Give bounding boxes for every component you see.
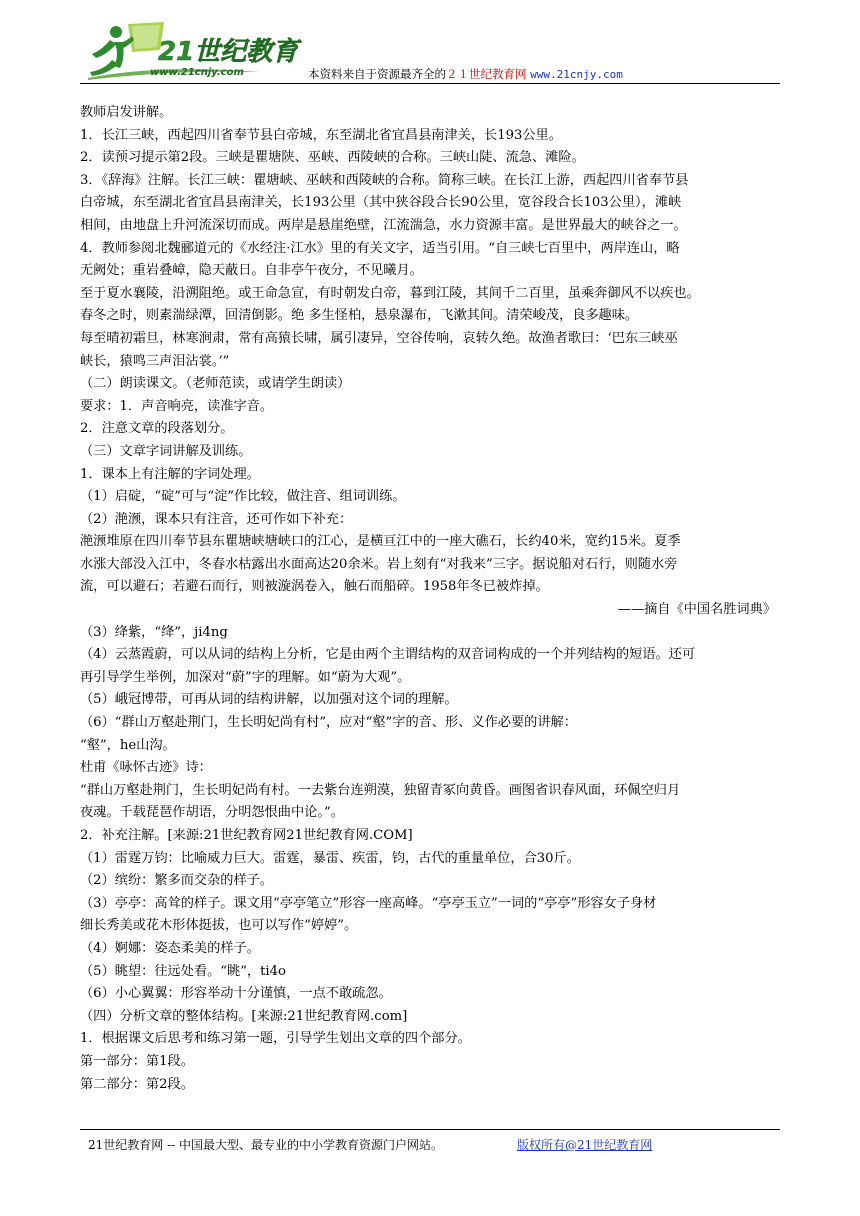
header-divider bbox=[80, 83, 780, 84]
text-line: （5）峨冠博带，可再从词的结构讲解，以加强对这个词的理解。 bbox=[80, 692, 458, 708]
copyright-link[interactable]: 版权所有@21世纪教育网 bbox=[517, 1138, 653, 1152]
source-brand: ２１世纪教育网 bbox=[446, 67, 527, 81]
section-heading: （三）文章字词讲解及训练。 bbox=[80, 443, 252, 459]
logo-text: 21世纪教育 bbox=[158, 37, 299, 67]
text-line: “壑”，he山沟。 bbox=[80, 737, 176, 753]
text-line: 第一部分：第1段。 bbox=[80, 1053, 194, 1069]
text-line: 第二部分：第2段。 bbox=[80, 1076, 194, 1092]
text-line: 白帝城，东至湖北省宜昌县南津关，长193公里（其中狭谷段合长90公里，宽谷段合长103公里），滩峡 bbox=[80, 195, 682, 211]
text-line: （2）缤纷：繁多而交杂的样子。 bbox=[80, 873, 274, 889]
logo bbox=[80, 20, 299, 82]
text-line: （5）眺望：往远处看。“眺”，ti4o bbox=[80, 963, 286, 979]
text-line: （6）小心翼翼：形容举动十分谨慎，一点不敢疏忽。 bbox=[80, 986, 392, 1002]
text-line: 1．长江三峡，西起四川省奉节县白帝城，东至湖北省宜昌县南津关，长193公里。 bbox=[80, 127, 562, 143]
text-line: 2．补充注解。[来源:21世纪教育网21世纪教育网.COM] bbox=[80, 828, 413, 843]
text-line: 夜魂。千载琵琶作胡语，分明怨恨曲中论。”。 bbox=[80, 805, 344, 821]
text-line: 每至晴初霜旦，林寒涧肃，常有高猿长啸，属引凄异，空谷传响，哀转久绝。故渔者歌曰：‘巴东三峡巫 bbox=[80, 330, 678, 346]
text-line: 相间，由地盘上升河流深切而成。两岸是悬崖绝壁，江流湍急，水力资源丰富。是世界最大的峡谷之一。 bbox=[80, 217, 687, 233]
text-line: 2．读预习提示第2段。三峡是瞿塘陕、巫峡、西陵峡的合称。三峡山陡、流急、滩险。 bbox=[80, 150, 585, 166]
text-line: 滟滪堆原在四川奉节县东瞿塘峡塘峡口的江心，是横亘江中的一座大礁石，长约40米，宽约15米。夏季 bbox=[80, 534, 681, 550]
text-line: 教师启发讲解。 bbox=[80, 105, 173, 120]
text-line: 1．根据课文后思考和练习第一题，引导学生划出文章的四个部分。 bbox=[80, 1031, 471, 1047]
text-line: 2．注意文章的段落划分。 bbox=[80, 421, 234, 437]
header-source bbox=[308, 66, 623, 82]
text-line: 水涨大部没入江中，冬春水枯露出水面高达20余米。岩上刻有“对我来”三字。据说船对石行，则随水旁 bbox=[80, 556, 678, 572]
text-line: （4）婀娜：姿态柔美的样子。 bbox=[80, 940, 260, 956]
text-line: 至于夏水襄陵，沿溯阻绝。或王命急宣，有时朝发白帝，暮到江陵，其间千二百里，虽乘奔御风不以疾也。 bbox=[80, 285, 700, 301]
text-line: 春冬之时，则素湍绿潭，回清倒影。绝 多生怪柏，悬泉瀑布，飞漱其间。清荣峻茂，良多趣味。 bbox=[80, 308, 639, 324]
footer-divider bbox=[80, 1129, 780, 1130]
text-line: 3．《辞海》注解。长江三峡：瞿塘峡、巫峡和西陵峡的合称。简称三峡。在长江上游，西起四川省奉节县 bbox=[80, 172, 689, 188]
source-prefix: 本资料来自于资源最齐全的 bbox=[308, 67, 446, 81]
text-line: （6）“群山万壑赴荆门，生长明妃尚有村”，应对“壑”字的音、形、义作必要的讲解： bbox=[80, 715, 577, 731]
citation-line: ——摘自《中国名胜词典》 bbox=[617, 602, 776, 618]
text-line: 无阙处；重岩叠嶂，隐天蔽日。自非亭午夜分，不见曦月。 bbox=[80, 263, 423, 279]
text-line: （1）启碇，“碇”可与“淀”作比较，做注音、组词训练。 bbox=[80, 489, 406, 505]
text-line: 杜甫《咏怀古迹》诗： bbox=[80, 760, 212, 776]
text-line: （1）雷霆万钧：比喻威力巨大。雷霆，暴雷、疾雷，钧，古代的重量单位，合30斤。 bbox=[80, 850, 580, 866]
text-line: 峡长，猿鸣三声泪沾裳。’” bbox=[80, 353, 230, 369]
section-heading: （四）分析文章的整体结构。[来源:21世纪教育网.com] bbox=[80, 1008, 408, 1024]
text-line: 4．教师参阅北魏郦道元的《水经注·江水》里的有关文字，适当引用。“自三峡七百里中，两岸连山，略 bbox=[80, 240, 680, 256]
text-line: 再引导学生举例，加深对“蔚”字的理解。如“蔚为大观”。 bbox=[80, 669, 411, 685]
text-line: 1．课本上有注解的字词处理。 bbox=[80, 466, 260, 482]
text-line: （3）亭亭：高耸的样子。课文用“亭亭笔立”形容一座高峰。“亭亭玉立”一词的“亭亭”形容女子身材 bbox=[80, 895, 657, 911]
text-line: （4）云蒸霞蔚，可以从词的结构上分析，它是由两个主谓结构的双音词构成的一个并列结构的短语。还可 bbox=[80, 647, 696, 663]
text-line: 要求：1．声音响亮，读准字音。 bbox=[80, 398, 274, 414]
page-header bbox=[80, 20, 780, 82]
text-line: （2）滟滪，课本只有注音，还可作如下补充： bbox=[80, 511, 353, 527]
text-line: 流，可以避石；若避石而行，则被漩涡卷入，触石而船碎。1958年冬已被炸掉。 bbox=[80, 579, 549, 595]
section-heading: （二）朗读课文。（老师范读，或请学生朗读） bbox=[80, 376, 351, 392]
text-line: 细长秀美或花木形体挺拔，也可以写作“婷婷”。 bbox=[80, 918, 358, 934]
footer-text: 21世纪教育网 -- 中国最大型、最专业的中小学教育资源门户网站。 bbox=[88, 1138, 444, 1152]
logo-url: www.21cnjy.com bbox=[150, 67, 244, 78]
text-line: （3）绛紫，“绛”，ji4ng bbox=[80, 624, 228, 640]
source-url[interactable]: www.21cnjy.com bbox=[530, 68, 623, 81]
text-line: “群山万壑赴荆门，生长明妃尚有村。一去紫台连朔漠，独留青冢向黄昏。画图省识春风面，环佩空归月 bbox=[80, 782, 681, 798]
document-body bbox=[80, 102, 780, 1096]
